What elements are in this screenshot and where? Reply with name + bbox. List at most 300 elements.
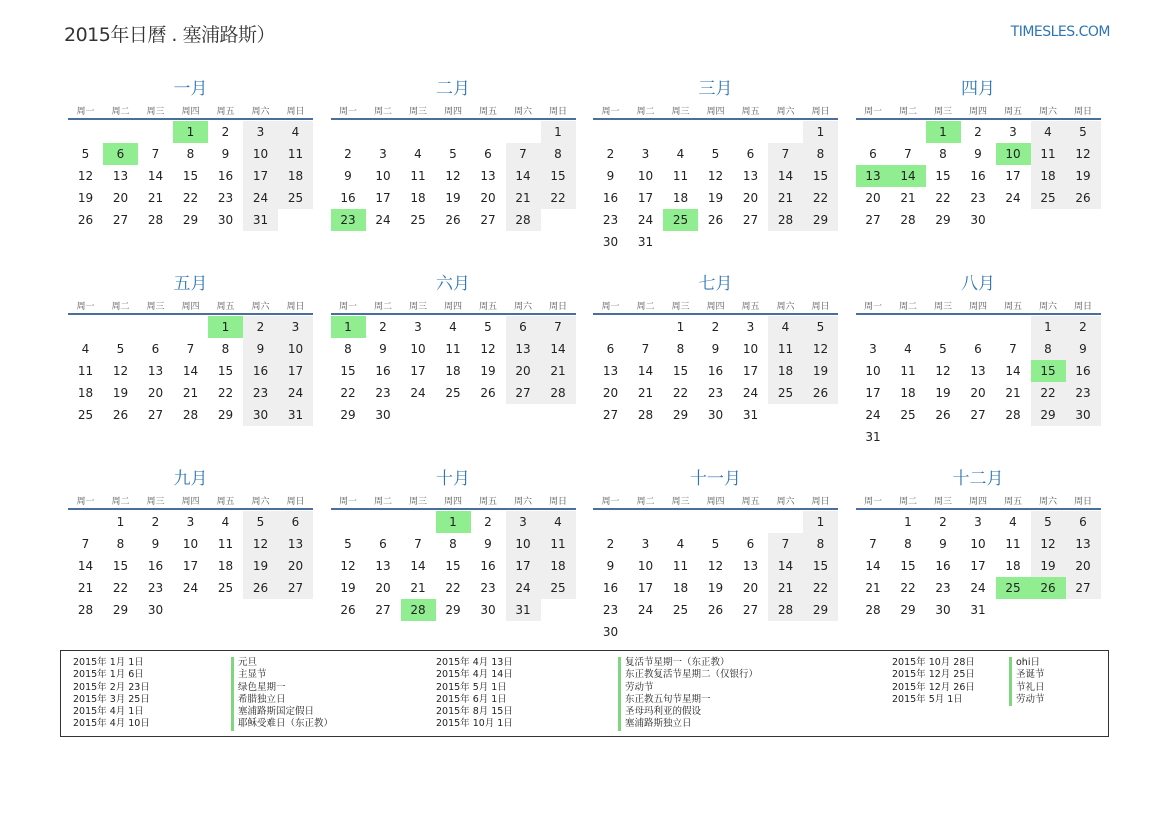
day-cell: 8 xyxy=(803,143,838,165)
day-cell: 3 xyxy=(869,342,877,356)
holiday-cell: 6 xyxy=(103,143,138,165)
day-cell: 3 xyxy=(379,147,387,161)
day-cell: 11 xyxy=(445,342,461,356)
day-cell: 26 xyxy=(480,386,496,400)
day-cell: 1 xyxy=(676,320,685,334)
day-cell: 16 xyxy=(970,169,986,183)
day-cell: 16 xyxy=(147,559,164,573)
day-cell: 7 xyxy=(768,143,803,165)
day-cell: 31 xyxy=(742,408,759,422)
weekday-label: 周二 xyxy=(898,302,917,312)
day-cell: 28 xyxy=(506,209,541,231)
month-name: 七月 xyxy=(698,274,733,294)
month-name: 三月 xyxy=(698,79,733,99)
day-cell: 30 xyxy=(602,235,619,249)
day-cell: 3 xyxy=(641,147,650,161)
day-cell: 1 xyxy=(803,511,838,533)
weekday-label: 周日 xyxy=(286,302,305,312)
day-cell: 29 xyxy=(340,408,356,422)
day-cell: 10 xyxy=(375,169,391,183)
month-block xyxy=(331,72,576,262)
day-cell: 19 xyxy=(445,191,461,205)
day-cell: 27 xyxy=(278,577,313,599)
day-cell: 21 xyxy=(900,191,916,205)
site-logo[interactable]: TIMESLES.COM xyxy=(1010,24,1110,40)
day-cell: 10 xyxy=(865,364,881,378)
day-cell: 2 xyxy=(484,515,492,529)
day-cell: 5 xyxy=(449,147,457,161)
day-cell: 12 xyxy=(77,169,94,183)
legend-date: 2015年 6月 1日 xyxy=(436,693,507,705)
weekday-label: 周一 xyxy=(601,302,620,312)
weekday-label: 周五 xyxy=(741,497,760,507)
legend-holiday-name: 绿色星期一 xyxy=(231,682,333,694)
day-cell: 28 xyxy=(147,213,164,227)
day-cell: 16 xyxy=(340,191,356,205)
day-cell: 18 xyxy=(672,191,689,205)
day-cell: 30 xyxy=(935,603,951,617)
day-cell: 18 xyxy=(278,165,313,187)
day-cell: 15 xyxy=(803,555,838,577)
holiday-cell: 1 xyxy=(208,316,243,338)
day-cell: 9 xyxy=(243,338,278,360)
day-cell: 9 xyxy=(711,342,720,356)
weekday-label: 周六 xyxy=(1038,497,1057,507)
day-cell: 2 xyxy=(606,537,615,551)
weekday-label: 周三 xyxy=(408,497,427,507)
day-cell: 23 xyxy=(935,581,951,595)
day-cell: 3 xyxy=(1009,125,1017,139)
day-cell: 18 xyxy=(672,581,689,595)
holiday-legend xyxy=(60,650,1109,737)
day-cell: 17 xyxy=(506,555,541,577)
weekday-label: 周日 xyxy=(811,302,830,312)
day-cell: 14 xyxy=(637,364,654,378)
day-cell: 25 xyxy=(278,187,313,209)
weekday-label: 周二 xyxy=(898,497,917,507)
day-cell: 14 xyxy=(506,165,541,187)
weekday-label: 周日 xyxy=(1073,302,1092,312)
day-cell: 27 xyxy=(375,603,391,617)
day-cell: 29 xyxy=(1031,404,1066,426)
weekday-label: 周五 xyxy=(216,497,235,507)
day-cell: 31 xyxy=(243,209,278,231)
month-name: 九月 xyxy=(173,469,208,489)
holiday-cell: 14 xyxy=(891,165,926,187)
day-cell: 6 xyxy=(974,342,982,356)
legend-date-column xyxy=(892,657,975,706)
day-cell: 20 xyxy=(602,386,619,400)
day-cell: 8 xyxy=(1031,338,1066,360)
header-divider xyxy=(68,313,313,315)
day-cell: 25 xyxy=(1031,187,1066,209)
weekday-label: 周六 xyxy=(513,107,532,117)
day-cell: 12 xyxy=(243,533,278,555)
day-cell: 8 xyxy=(221,342,230,356)
header-divider xyxy=(68,118,313,120)
day-cell: 11 xyxy=(768,338,803,360)
legend-date: 2015年 3月 25日 xyxy=(73,693,150,705)
holiday-cell: 25 xyxy=(996,577,1031,599)
weekday-label: 周五 xyxy=(216,107,235,117)
day-cell: 25 xyxy=(77,408,94,422)
holiday-cell: 23 xyxy=(331,209,366,231)
day-cell: 23 xyxy=(602,603,619,617)
day-cell: 2 xyxy=(939,515,947,529)
day-cell: 13 xyxy=(602,364,619,378)
day-cell: 17 xyxy=(970,559,986,573)
weekday-label: 周六 xyxy=(251,497,270,507)
legend-holiday-name: 复活节星期一（东正教） xyxy=(618,657,758,669)
month-block xyxy=(68,267,313,457)
day-cell: 25 xyxy=(768,382,803,404)
day-cell: 7 xyxy=(869,537,877,551)
weekday-label: 周五 xyxy=(216,302,235,312)
day-cell: 16 xyxy=(217,169,234,183)
day-cell: 21 xyxy=(506,187,541,209)
day-cell: 2 xyxy=(151,515,160,529)
weekday-label: 周五 xyxy=(1003,497,1022,507)
month-block xyxy=(593,72,838,262)
day-cell: 15 xyxy=(935,169,951,183)
day-cell: 30 xyxy=(243,404,278,426)
weekday-label: 周日 xyxy=(548,107,567,117)
day-cell: 10 xyxy=(278,338,313,360)
month-block xyxy=(856,267,1101,457)
day-cell: 22 xyxy=(182,191,199,205)
day-cell: 15 xyxy=(182,169,199,183)
weekday-label: 周四 xyxy=(706,107,725,117)
weekday-label: 周三 xyxy=(408,302,427,312)
weekday-label: 周五 xyxy=(478,497,497,507)
day-cell: 7 xyxy=(541,316,576,338)
legend-holiday-name: 圣母玛利亚的假设 xyxy=(618,706,758,718)
day-cell: 17 xyxy=(182,559,199,573)
weekday-label: 周一 xyxy=(601,497,620,507)
day-cell: 9 xyxy=(939,537,947,551)
day-cell: 19 xyxy=(77,191,94,205)
day-cell: 28 xyxy=(1005,408,1021,422)
day-cell: 3 xyxy=(974,515,982,529)
weekday-label: 周一 xyxy=(76,302,95,312)
day-cell: 3 xyxy=(186,515,195,529)
legend-date: 2015年 5月 1日 xyxy=(892,693,963,705)
weekday-label: 周二 xyxy=(373,497,392,507)
weekday-label: 周三 xyxy=(671,107,690,117)
day-cell: 7 xyxy=(768,533,803,555)
weekday-label: 周日 xyxy=(1073,107,1092,117)
weekday-label: 周三 xyxy=(933,497,952,507)
day-cell: 27 xyxy=(970,408,986,422)
day-cell: 5 xyxy=(711,537,720,551)
weekday-label: 周三 xyxy=(146,107,165,117)
weekday-label: 周六 xyxy=(776,107,795,117)
weekday-label: 周五 xyxy=(1003,107,1022,117)
day-cell: 17 xyxy=(1005,169,1021,183)
day-cell: 15 xyxy=(340,364,356,378)
day-cell: 21 xyxy=(768,187,803,209)
day-cell: 18 xyxy=(217,559,234,573)
day-cell: 25 xyxy=(410,213,426,227)
day-cell: 22 xyxy=(900,581,916,595)
calendar-grid xyxy=(68,72,1101,642)
day-cell: 9 xyxy=(379,342,387,356)
weekday-label: 周四 xyxy=(968,497,987,507)
day-cell: 3 xyxy=(641,537,650,551)
day-cell: 9 xyxy=(221,147,230,161)
day-cell: 20 xyxy=(742,581,759,595)
weekday-label: 周四 xyxy=(443,302,462,312)
holiday-cell: 15 xyxy=(1031,360,1066,382)
day-cell: 23 xyxy=(147,581,164,595)
day-cell: 23 xyxy=(217,191,234,205)
weekday-label: 周日 xyxy=(548,302,567,312)
day-cell: 2 xyxy=(974,125,982,139)
day-cell: 28 xyxy=(768,599,803,621)
legend-date: 2015年 10月 1日 xyxy=(436,718,513,730)
day-cell: 10 xyxy=(637,169,654,183)
day-cell: 8 xyxy=(939,147,947,161)
legend-holiday-name: 耶稣受难日（东正教） xyxy=(231,718,333,730)
day-cell: 13 xyxy=(278,533,313,555)
day-cell: 19 xyxy=(1031,555,1066,577)
day-cell: 1 xyxy=(904,515,912,529)
month-name: 五月 xyxy=(173,274,208,294)
day-cell: 9 xyxy=(484,537,492,551)
weekday-label: 周日 xyxy=(286,107,305,117)
day-cell: 25 xyxy=(445,386,461,400)
legend-holiday-name: 希腊独立日 xyxy=(231,694,333,706)
day-cell: 27 xyxy=(506,382,541,404)
day-cell: 23 xyxy=(970,191,986,205)
legend-holiday-name: 东正教五旬节星期一 xyxy=(618,694,758,706)
day-cell: 15 xyxy=(803,165,838,187)
day-cell: 29 xyxy=(217,408,234,422)
day-cell: 15 xyxy=(900,559,916,573)
day-cell: 21 xyxy=(768,577,803,599)
day-cell: 15 xyxy=(541,165,576,187)
day-cell: 31 xyxy=(970,603,986,617)
day-cell: 13 xyxy=(112,169,129,183)
weekday-label: 周四 xyxy=(443,497,462,507)
day-cell: 24 xyxy=(278,382,313,404)
day-cell: 21 xyxy=(147,191,164,205)
day-cell: 10 xyxy=(742,342,759,356)
day-cell: 27 xyxy=(742,603,759,617)
day-cell: 8 xyxy=(449,537,457,551)
day-cell: 5 xyxy=(81,147,90,161)
month-block xyxy=(856,462,1101,652)
day-cell: 20 xyxy=(506,360,541,382)
day-cell: 17 xyxy=(278,360,313,382)
day-cell: 22 xyxy=(803,577,838,599)
legend-name-column xyxy=(1009,657,1045,706)
weekday-label: 周三 xyxy=(933,302,952,312)
day-cell: 22 xyxy=(217,386,234,400)
day-cell: 7 xyxy=(1009,342,1017,356)
day-cell: 3 xyxy=(243,121,278,143)
weekday-label: 周五 xyxy=(741,302,760,312)
day-cell: 25 xyxy=(541,577,576,599)
month-block xyxy=(68,462,313,652)
day-cell: 25 xyxy=(900,408,916,422)
weekday-label: 周二 xyxy=(111,107,130,117)
day-cell: 23 xyxy=(375,386,391,400)
day-cell: 29 xyxy=(803,209,838,231)
day-cell: 5 xyxy=(803,316,838,338)
day-cell: 4 xyxy=(414,147,422,161)
weekday-label: 周五 xyxy=(478,302,497,312)
day-cell: 2 xyxy=(379,320,387,334)
day-cell: 31 xyxy=(278,404,313,426)
day-cell: 12 xyxy=(707,559,724,573)
day-cell: 10 xyxy=(182,537,199,551)
day-cell: 4 xyxy=(278,121,313,143)
weekday-label: 周一 xyxy=(601,107,620,117)
day-cell: 4 xyxy=(81,342,90,356)
day-cell: 13 xyxy=(1066,533,1101,555)
day-cell: 30 xyxy=(217,213,234,227)
legend-holiday-name: ohi日 xyxy=(1009,657,1045,669)
legend-date-column xyxy=(436,657,513,731)
month-block xyxy=(331,267,576,457)
day-cell: 21 xyxy=(410,581,426,595)
holiday-cell: 25 xyxy=(663,209,698,231)
month-name: 十月 xyxy=(436,469,470,489)
day-cell: 19 xyxy=(803,360,838,382)
legend-name-column xyxy=(618,657,758,731)
day-cell: 17 xyxy=(865,386,881,400)
day-cell: 13 xyxy=(506,338,541,360)
weekday-label: 周三 xyxy=(146,302,165,312)
day-cell: 22 xyxy=(112,581,129,595)
legend-date: 2015年 12月 25日 xyxy=(892,669,975,681)
weekday-label: 周日 xyxy=(286,497,305,507)
day-cell: 8 xyxy=(186,147,195,161)
day-cell: 7 xyxy=(506,143,541,165)
day-cell: 29 xyxy=(900,603,916,617)
holiday-cell: 28 xyxy=(401,599,436,621)
weekday-label: 周六 xyxy=(776,497,795,507)
day-cell: 12 xyxy=(340,559,356,573)
weekday-label: 周四 xyxy=(968,107,987,117)
day-cell: 20 xyxy=(480,191,496,205)
day-cell: 15 xyxy=(672,364,689,378)
day-cell: 12 xyxy=(112,364,129,378)
day-cell: 29 xyxy=(112,603,129,617)
day-cell: 2 xyxy=(243,316,278,338)
day-cell: 16 xyxy=(602,191,619,205)
day-cell: 26 xyxy=(445,213,461,227)
day-cell: 16 xyxy=(602,581,619,595)
header-divider xyxy=(331,313,576,315)
day-cell: 20 xyxy=(742,191,759,205)
holiday-cell: 26 xyxy=(1031,577,1066,599)
weekday-label: 周六 xyxy=(251,107,270,117)
weekday-label: 周日 xyxy=(811,107,830,117)
month-name: 十一月 xyxy=(690,469,741,489)
day-cell: 18 xyxy=(900,386,916,400)
day-cell: 24 xyxy=(182,581,199,595)
day-cell: 7 xyxy=(414,537,422,551)
day-cell: 12 xyxy=(803,338,838,360)
day-cell: 8 xyxy=(541,143,576,165)
day-cell: 4 xyxy=(768,316,803,338)
day-cell: 28 xyxy=(77,603,94,617)
day-cell: 9 xyxy=(344,169,352,183)
day-cell: 19 xyxy=(1066,165,1101,187)
day-cell: 28 xyxy=(637,408,654,422)
day-cell: 26 xyxy=(77,213,94,227)
day-cell: 18 xyxy=(541,555,576,577)
legend-date: 2015年 8月 15日 xyxy=(436,706,513,718)
weekday-label: 周四 xyxy=(181,107,200,117)
day-cell: 26 xyxy=(707,213,724,227)
weekday-label: 周二 xyxy=(111,497,130,507)
day-cell: 7 xyxy=(641,342,650,356)
day-cell: 18 xyxy=(77,386,94,400)
legend-holiday-name: 东正教复活节星期二（仅银行） xyxy=(618,669,758,681)
weekday-label: 周一 xyxy=(76,107,95,117)
legend-date: 2015年 1月 1日 xyxy=(73,657,144,668)
month-name: 二月 xyxy=(436,79,470,99)
day-cell: 24 xyxy=(637,213,654,227)
day-cell: 19 xyxy=(707,581,724,595)
day-cell: 28 xyxy=(182,408,199,422)
day-cell: 11 xyxy=(410,169,426,183)
weekday-label: 周一 xyxy=(338,107,357,117)
weekday-label: 周一 xyxy=(863,302,882,312)
day-cell: 8 xyxy=(904,537,912,551)
day-cell: 20 xyxy=(147,386,164,400)
day-cell: 16 xyxy=(707,364,724,378)
day-cell: 11 xyxy=(1005,537,1021,551)
day-cell: 7 xyxy=(81,537,90,551)
day-cell: 30 xyxy=(480,603,496,617)
day-cell: 31 xyxy=(506,599,541,621)
weekday-label: 周四 xyxy=(181,302,200,312)
day-cell: 12 xyxy=(935,364,951,378)
weekday-label: 周四 xyxy=(181,497,200,507)
day-cell: 26 xyxy=(803,382,838,404)
day-cell: 11 xyxy=(900,364,916,378)
day-cell: 19 xyxy=(243,555,278,577)
holiday-cell: 13 xyxy=(856,165,891,187)
day-cell: 18 xyxy=(1031,165,1066,187)
day-cell: 22 xyxy=(541,187,576,209)
day-cell: 12 xyxy=(1066,143,1101,165)
weekday-label: 周三 xyxy=(146,497,165,507)
legend-holiday-name: 节礼日 xyxy=(1009,682,1045,694)
day-cell: 28 xyxy=(865,603,881,617)
day-cell: 5 xyxy=(1066,121,1101,143)
day-cell: 7 xyxy=(151,147,160,161)
day-cell: 15 xyxy=(217,364,234,378)
header-divider xyxy=(593,313,838,315)
day-cell: 30 xyxy=(147,603,164,617)
day-cell: 25 xyxy=(672,603,689,617)
header-divider xyxy=(331,508,576,510)
day-cell: 18 xyxy=(1005,559,1021,573)
day-cell: 17 xyxy=(375,191,391,205)
day-cell: 13 xyxy=(742,559,759,573)
day-cell: 7 xyxy=(186,342,195,356)
day-cell: 6 xyxy=(151,342,160,356)
day-cell: 4 xyxy=(1009,515,1017,529)
day-cell: 22 xyxy=(340,386,356,400)
weekday-label: 周一 xyxy=(863,107,882,117)
weekday-label: 周二 xyxy=(636,107,655,117)
